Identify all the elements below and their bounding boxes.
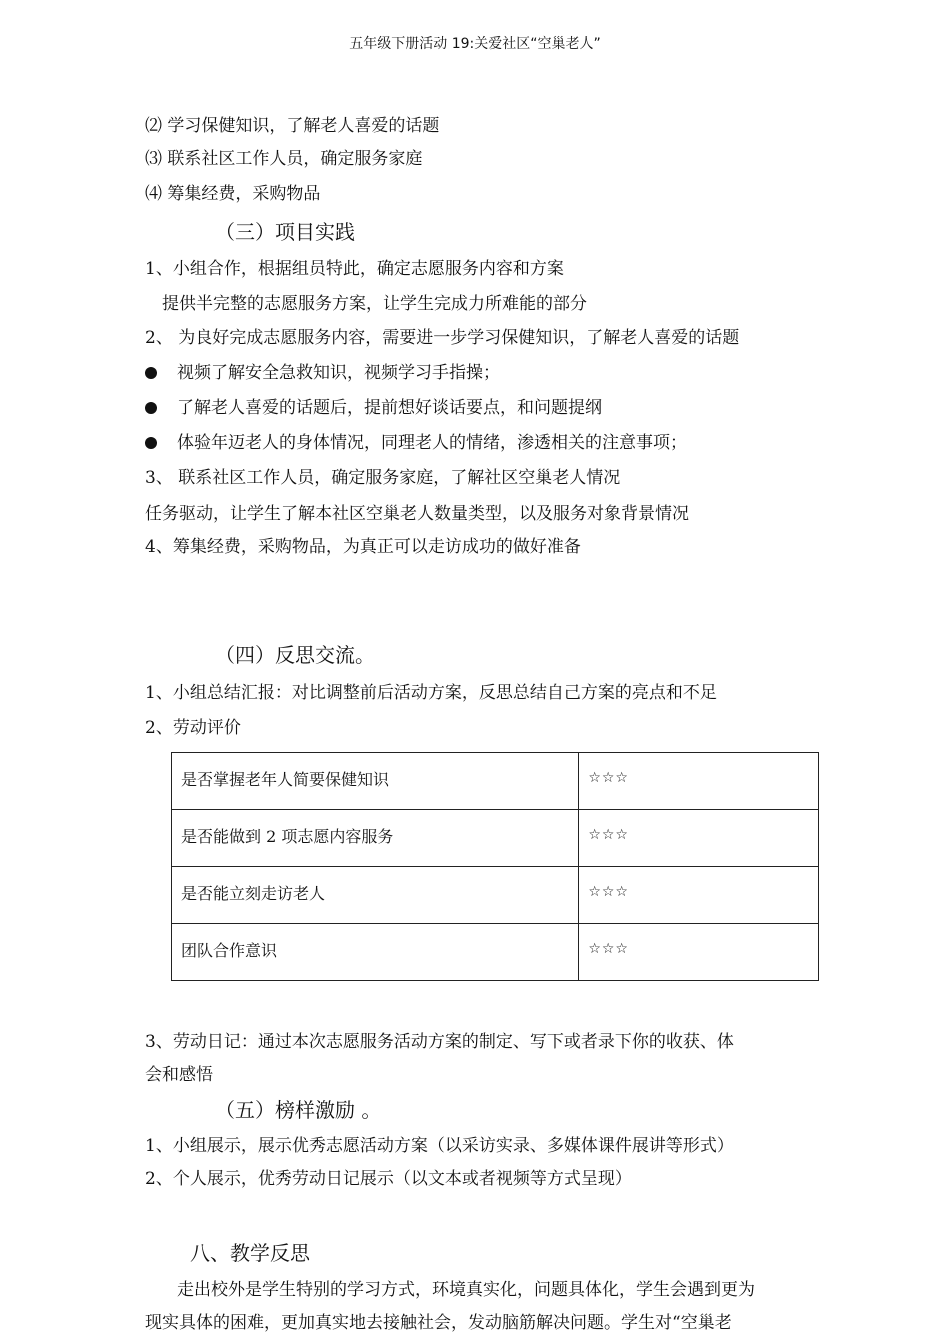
prep-item-4: ⑷ 筹集经费，采购物品 [145, 184, 321, 204]
prep-item-3: ⑶ 联系社区工作人员，确定服务家庭 [145, 149, 423, 169]
bullet-icon [145, 402, 157, 414]
section-3-line-1: 1、小组合作，根据组员特此，确定志愿服务内容和方案 [145, 259, 564, 279]
bullet-item [145, 361, 500, 385]
bullet-item [145, 431, 687, 455]
evaluation-table [171, 752, 819, 981]
table-row [172, 753, 819, 810]
section-3-line-6: 4、筹集经费，采购物品，为真正可以走访成功的做好准备 [145, 537, 581, 557]
table-cell-criterion: 团队合作意识 [172, 924, 579, 981]
section-5-line-1: 1、小组展示，展示优秀志愿活动方案（以采访实录、多媒体课件展讲等形式） [145, 1136, 734, 1156]
table-cell-criterion: 是否能做到 2 项志愿内容服务 [172, 810, 579, 867]
bullet-text: 了解老人喜爱的话题后，提前想好谈话要点，和问题提纲 [177, 398, 602, 418]
section-4-line-2: 2、劳动评价 [145, 718, 241, 738]
section-4-line-1: 1、小组总结汇报：对比调整前后活动方案，反思总结自己方案的亮点和不足 [145, 683, 717, 703]
table-cell-stars: ☆☆☆ [579, 924, 819, 981]
section-4-title: （四）反思交流。 [215, 643, 375, 667]
table-row [172, 810, 819, 867]
section-4-line-3-cont: 会和感悟 [145, 1065, 213, 1085]
section-5-title: （五）榜样激励 。 [215, 1098, 382, 1122]
bullet-icon [145, 367, 157, 379]
bullet-text: 视频了解安全急救知识，视频学习手指操； [177, 363, 500, 383]
bullet-text: 体验年迈老人的身体情况，同理老人的情绪，渗透相关的注意事项； [177, 433, 687, 453]
table-row [172, 867, 819, 924]
section-5-line-2: 2、个人展示，优秀劳动日记展示（以文本或者视频等方式呈现） [145, 1169, 632, 1189]
table-cell-criterion: 是否能立刻走访老人 [172, 867, 579, 924]
bullet-icon [145, 437, 157, 449]
section-4-line-3: 3、劳动日记：通过本次志愿服务活动方案的制定、写下或者录下你的收获、体 [145, 1032, 734, 1052]
section-8-title: 八、教学反思 [190, 1241, 310, 1265]
table-cell-stars: ☆☆☆ [579, 753, 819, 810]
section-3-line-4: 3、 联系社区工作人员，确定服务家庭，了解社区空巢老人情况 [145, 468, 621, 488]
table-cell-stars: ☆☆☆ [579, 867, 819, 924]
table-cell-criterion: 是否掌握老年人简要保健知识 [172, 753, 579, 810]
section-3-line-2: 提供半完整的志愿服务方案，让学生完成力所难能的部分 [162, 294, 587, 314]
reflection-paragraph-line-1: 走出校外是学生特别的学习方式，环境真实化，问题具体化，学生会遇到更为 [177, 1280, 755, 1300]
section-3-line-3: 2、 为良好完成志愿服务内容，需要进一步学习保健知识，了解老人喜爱的话题 [145, 328, 740, 348]
section-3-title: （三）项目实践 [215, 220, 355, 244]
reflection-paragraph-line-2: 现实具体的困难，更加真实地去接触社会，发动脑筋解决问题。学生对“空巢老 [145, 1313, 732, 1333]
table-cell-stars: ☆☆☆ [579, 810, 819, 867]
table-row [172, 924, 819, 981]
prep-item-2: ⑵ 学习保健知识，了解老人喜爱的话题 [145, 116, 440, 136]
bullet-item [145, 396, 602, 420]
page-header: 五年级下册活动 19:关爱社区“空巢老人” [349, 36, 601, 52]
section-3-line-5: 任务驱动，让学生了解本社区空巢老人数量类型，以及服务对象背景情况 [145, 504, 689, 524]
